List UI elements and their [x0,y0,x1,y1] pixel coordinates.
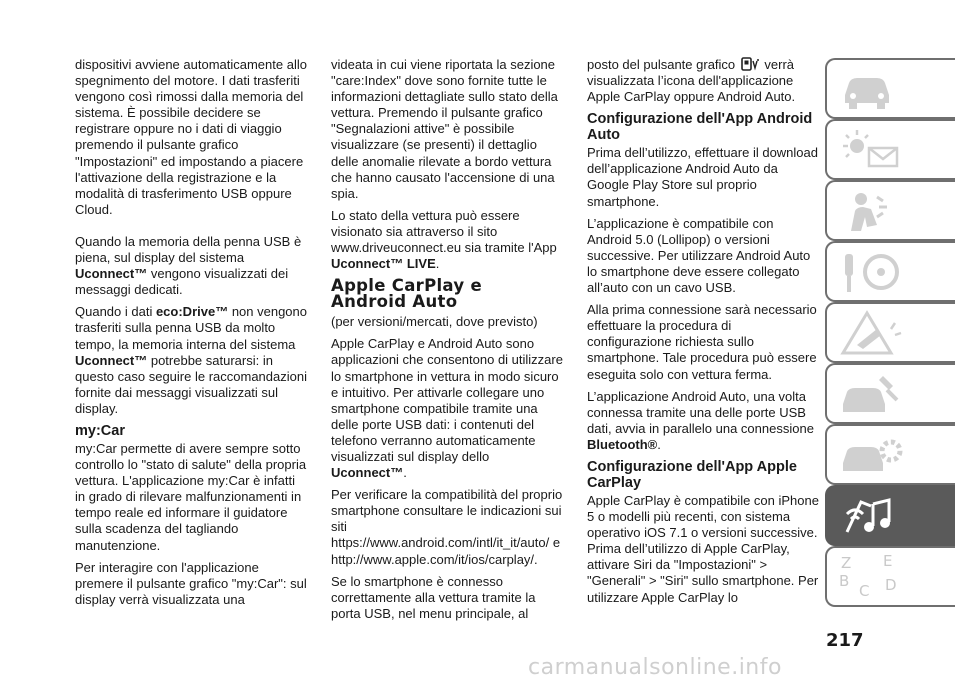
tab-index[interactable] [825,546,955,607]
paragraph: Apple CarPlay è compatibile con iPhone 5 o modelli più recenti, con sistema operativo iOS 7.1 o versioni successive. Prima dell’utilizzo di Apple CarPlay, attivare Siri da "Impostazioni" > "Generali" > "Siri" sullo smartphone. Per utilizzare Apple CarPlay lo [587,492,819,605]
paragraph: dispositivi avviene automaticamente allo spegnimento del motore. I dati trasferiti vengono così rimossi dalla memoria del sistema. È possibile decidere se registrare oppure no i dati di viaggio premendo il pulsante grafico "Impostazioni" ed impostando a piacere l'attivazione della registrazione e la modalità di trasferimento USB oppure Cloud. [75,57,307,217]
text-column-2 [331,57,563,628]
uconnect-term: Uconnect™ [75,352,148,368]
paragraph: Quando la memoria della penna USB è piena, sul display del sistema Uconnect™ vengono visualizzati dei messaggi dedicati. [75,233,302,298]
paragraph: Apple CarPlay e Android Auto sono applicazioni che consentono di utilizzare lo smartphone in vettura in modo sicuro e intuitivo. Per attivarle collegare uno smartphone compatibile tramite una delle porte USB dati: i contenuti del telefono verranno automaticamente visualizzati sul display dello Uconnect™. [331,336,563,481]
page-number: 217 [826,630,864,651]
tab-maintenance[interactable] [825,363,955,424]
emergency-icon [837,309,907,359]
paragraph: L’applicazione Android Auto, una volta connessa tramite una delle porte USB dati, avvia in parallelo una connessione Bluetooth®. [587,388,814,452]
uconnect-term: Uconnect™ [331,465,404,481]
tab-multimedia[interactable] [825,485,955,546]
paragraph: Lo stato della vettura può essere visionato sia attraverso il sito www.driveuconnect.eu sia tramite l'App Uconnect™ LIVE. [331,207,557,272]
heading-mycar: my:Car [75,422,125,439]
safety-airbag-icon [837,187,907,237]
tab-starting-driving[interactable] [825,241,955,302]
tab-safety[interactable] [825,180,955,241]
tab-technical-data[interactable] [825,424,955,485]
heading-apple-carplay-config: Configurazione dell'App Apple CarPlay [587,458,797,491]
phone-projection-icon [739,57,761,71]
tab-emergency[interactable] [825,302,955,363]
paragraph: Se lo smartphone è connesso correttamente alla vettura tramite la porta USB, nel menu principale, al [331,573,536,621]
uconnect-live-term: Uconnect™ LIVE [331,256,436,272]
paragraph: my:Car permette di avere sempre sotto controllo lo "stato di salute" della propria vettura. L'applicazione my:Car è infatti in grado di rilevare malfunzionamenti in tempo reale ed informare il guidatore sulla scadenza del tagliando manutenzione. [75,440,307,553]
car-overview-icon [837,65,897,113]
text-column-3 [587,57,819,612]
paragraph: videata in cui viene riportata la sezione "care:Index" dove sono fornite tutte le informazioni dettagliate sullo stato della vettura. Premendo il pulsante grafico "Segnalazioni attive" è possibile visualizzare (se presenti) il dettaglio delle anomalie rilevate a bordo vettura che hanno causato l'accensione di una spia. [331,57,558,201]
maintenance-icon [837,370,907,420]
watermark: carmanualsonline.info [528,655,782,680]
starting-driving-icon [837,248,907,298]
tab-car-overview[interactable] [825,58,955,119]
paragraph: Per verificare la compatibilità del proprio smartphone consultare le indicazioni sui siti https://www.android.com/intl/it_it/auto/ e http://www.apple.com/it/ios/carplay/. [331,487,563,567]
ecodrive-term: eco:Drive™ [155,304,229,320]
paragraph: Prima dell’utilizzo, effettuare il download dell’applicazione Android Auto da Google Play Store sul proprio smartphone. [587,145,818,209]
paragraph: (per versioni/mercati, dove previsto) [331,314,538,330]
paragraph: Alla prima connessione sarà necessario effettuare la procedura di configurazione richiesta sullo smartphone. Tale procedura può essere eseguita solo con vettura ferma. [587,302,817,382]
tab-warning-lights[interactable] [825,119,955,180]
multimedia-icon [837,492,907,542]
heading-android-auto-config: Configurazione dell'App Android Auto [587,111,813,144]
uconnect-term: Uconnect™ [75,266,148,282]
index-icon: Z E B C D [839,552,897,600]
paragraph: L’applicazione è compatibile con Android 5.0 (Lollipop) o versioni successive. Per utilizzare Android Auto lo smartphone deve essere collegato all’auto con un cavo USB. [587,215,811,296]
heading-apple-carplay-android-auto: Apple CarPlay e Android Auto [331,276,482,312]
warning-lights-message-icon [837,126,907,176]
paragraph: Quando i dati eco:Drive™ non vengono trasferiti sulla penna USB da molto tempo, la memoria interna del sistema Uconnect™ potrebbe saturarsi: in questo caso seguire le raccomandazioni fornite dai messaggi visualizzati sul display. [75,304,307,416]
bluetooth-term: Bluetooth® [587,436,658,452]
paragraph: Per interagire con l'applicazione premere il pulsante grafico "my:Car": sul display verrà visualizzata una [75,559,307,607]
technical-data-icon [837,431,907,481]
text-column-1 [75,57,307,614]
paragraph: posto del pulsante grafico verrà visualizzata l’icona dell'applicazione Apple CarPlay oppure Android Auto. [587,57,796,105]
